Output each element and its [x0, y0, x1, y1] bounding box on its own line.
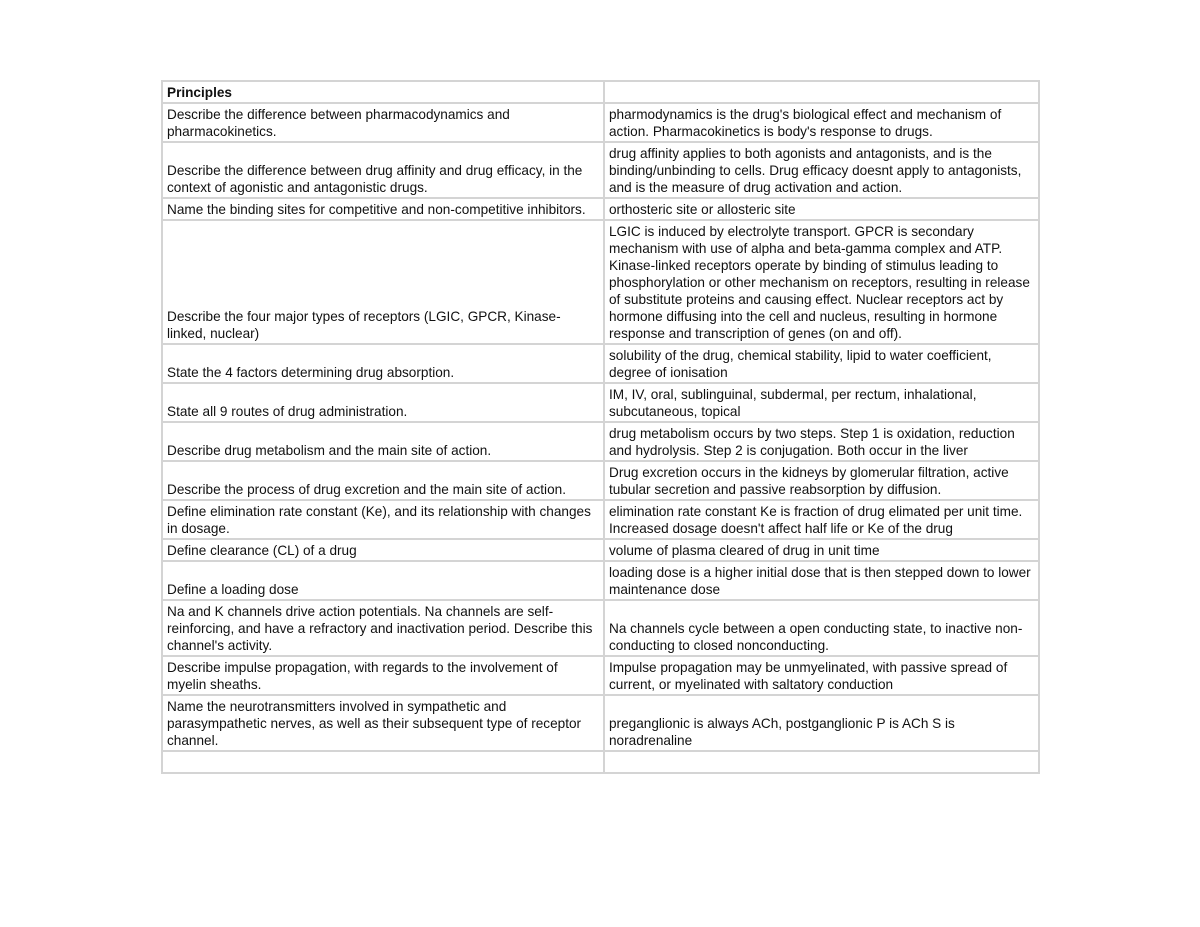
question-cell: Describe the four major types of receptors (LGIC, GPCR, Kinase-linked, nuclear): [161, 221, 605, 345]
table-row: [161, 384, 1040, 423]
answer-cell: orthosteric site or allosteric site: [605, 199, 1040, 221]
answer-cell: Na channels cycle between a open conducting state, to inactive non-conducting to closed nonconducting.: [605, 601, 1040, 657]
table-row: [161, 104, 1040, 143]
answer-cell: pharmodynamics is the drug's biological effect and mechanism of action. Pharmacokinetics is body's response to drugs.: [605, 104, 1040, 143]
question-cell: State all 9 routes of drug administration.: [161, 384, 605, 423]
table-row: [161, 696, 1040, 752]
question-cell: Describe impulse propagation, with regards to the involvement of myelin sheaths.: [161, 657, 605, 696]
question-cell: Describe drug metabolism and the main site of action.: [161, 423, 605, 462]
table-row: [161, 657, 1040, 696]
spreadsheet-page: [161, 80, 1040, 774]
table-row: [161, 501, 1040, 540]
question-cell: Na and K channels drive action potentials. Na channels are self-reinforcing, and have a refractory and inactivation period. Describe this channel's activity.: [161, 601, 605, 657]
answer-cell: drug affinity applies to both agonists and antagonists, and is the binding/unbinding to cells. Drug efficacy doesnt apply to antagonists, and is the measure of drug activation and action.: [605, 143, 1040, 199]
table-row: [161, 221, 1040, 345]
answer-cell: Impulse propagation may be unmyelinated, with passive spread of current, or myelinated with saltatory conduction: [605, 657, 1040, 696]
header-row: [161, 80, 1040, 104]
question-cell: Describe the difference between drug affinity and drug efficacy, in the context of agonistic and antagonistic drugs.: [161, 143, 605, 199]
question-cell: Name the neurotransmitters involved in sympathetic and parasympathetic nerves, as well as their subsequent type of receptor channel.: [161, 696, 605, 752]
answer-cell: elimination rate constant Ke is fraction of drug elimated per unit time. Increased dosage doesn't affect half life or Ke of the drug: [605, 501, 1040, 540]
answer-cell: volume of plasma cleared of drug in unit time: [605, 540, 1040, 562]
answer-cell: preganglionic is always ACh, postganglionic P is ACh S is noradrenaline: [605, 696, 1040, 752]
table-row: [161, 601, 1040, 657]
empty-cell: [605, 752, 1040, 774]
header-title-cell: Principles: [161, 80, 605, 104]
question-cell: Define elimination rate constant (Ke), and its relationship with changes in dosage.: [161, 501, 605, 540]
question-cell: Define clearance (CL) of a drug: [161, 540, 605, 562]
empty-row: [161, 752, 1040, 774]
table-row: [161, 423, 1040, 462]
question-cell: Describe the difference between pharmacodynamics and pharmacokinetics.: [161, 104, 605, 143]
table-row: [161, 199, 1040, 221]
table-row: [161, 540, 1040, 562]
empty-cell: [161, 752, 605, 774]
answer-cell: Drug excretion occurs in the kidneys by glomerular filtration, active tubular secretion and passive reabsorption by diffusion.: [605, 462, 1040, 501]
answer-cell: loading dose is a higher initial dose that is then stepped down to lower maintenance dose: [605, 562, 1040, 601]
table-row: [161, 143, 1040, 199]
answer-cell: LGIC is induced by electrolyte transport. GPCR is secondary mechanism with use of alpha and beta-gamma complex and ATP. Kinase-linked receptors operate by binding of stimulus leading to phosphorylation or other mechanism on receptors, resulting in release of substitute proteins and causing effect. Nuclear receptors act by hormone diffusing into the cell and nucleus, resulting in hormone response and transcription of genes (on and off).: [605, 221, 1040, 345]
question-cell: Define a loading dose: [161, 562, 605, 601]
question-cell: Name the binding sites for competitive and non-competitive inhibitors.: [161, 199, 605, 221]
table-row: [161, 345, 1040, 384]
answer-cell: drug metabolism occurs by two steps. Step 1 is oxidation, reduction and hydrolysis. Step 2 is conjugation. Both occur in the liver: [605, 423, 1040, 462]
question-cell: Describe the process of drug excretion and the main site of action.: [161, 462, 605, 501]
table-row: [161, 462, 1040, 501]
table-row: [161, 562, 1040, 601]
question-cell: State the 4 factors determining drug absorption.: [161, 345, 605, 384]
answer-cell: solubility of the drug, chemical stability, lipid to water coefficient, degree of ionisation: [605, 345, 1040, 384]
answer-cell: IM, IV, oral, sublinguinal, subdermal, per rectum, inhalational, subcutaneous, topical: [605, 384, 1040, 423]
principles-table: [161, 80, 1040, 774]
header-answer-cell: [605, 80, 1040, 104]
